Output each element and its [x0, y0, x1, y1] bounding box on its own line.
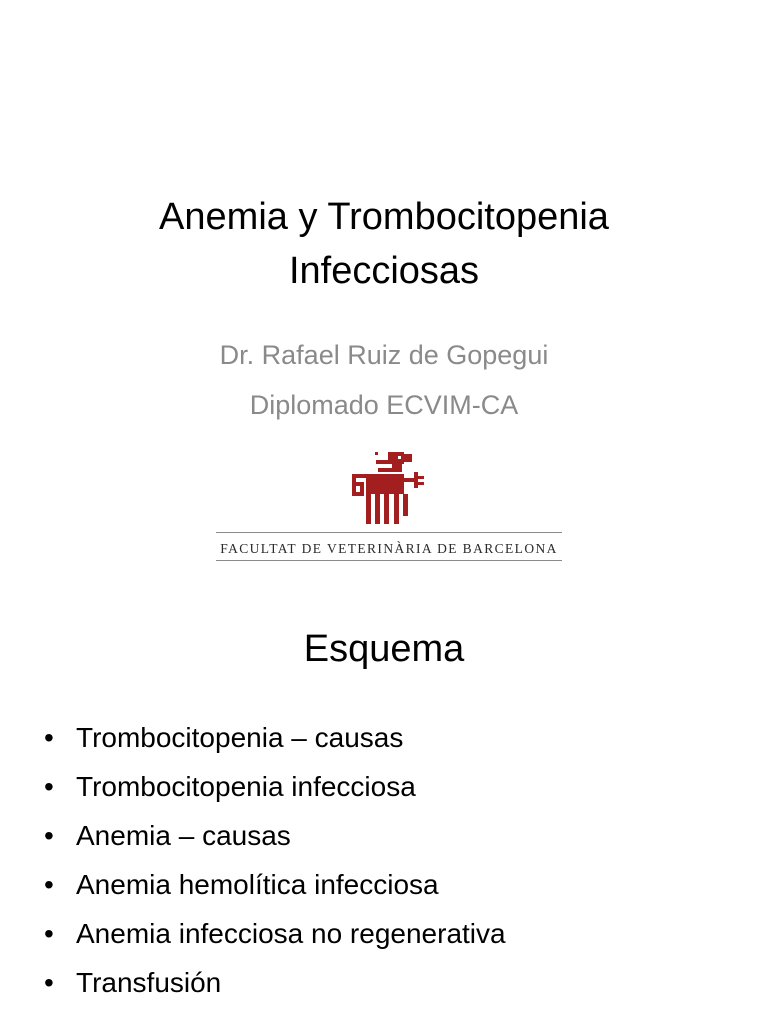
bullet-icon: • — [44, 967, 54, 998]
list-item-text: Anemia – causas — [76, 820, 291, 851]
list-item-text: Anemia infecciosa no regenerativa — [76, 918, 506, 949]
title-line-1: Anemia y Trombocitopenia — [159, 196, 609, 238]
author-credential: Diplomado ECVIM-CA — [249, 390, 519, 420]
bullet-icon: • — [44, 722, 54, 753]
list-item — [40, 958, 506, 1007]
logo-divider-bottom — [216, 560, 562, 561]
title-line-2: Infecciosas — [288, 250, 480, 292]
outline-slide — [0, 600, 768, 1024]
list-item-text: Trombocitopenia – causas — [76, 722, 404, 753]
list-item-text: Transfusión — [76, 967, 222, 998]
list-item-text: Anemia hemolítica infecciosa — [76, 869, 439, 900]
bullet-icon: • — [44, 820, 54, 851]
list-item — [40, 909, 506, 958]
list-item — [40, 811, 506, 860]
logo-divider-top — [216, 532, 562, 533]
bullet-icon: • — [44, 869, 54, 900]
bullet-icon: • — [44, 771, 54, 802]
bullet-icon: • — [44, 918, 54, 949]
slide-title — [0, 190, 768, 298]
outline-list — [40, 713, 506, 1007]
list-item — [40, 860, 506, 909]
outline-title: Esquema — [303, 628, 465, 670]
faculty-logo — [210, 444, 568, 568]
faculty-emblem-icon — [210, 444, 568, 536]
logo-text: FACULTAT DE VETERINÀRIA DE BARCELONA — [220, 541, 558, 556]
list-item — [40, 762, 506, 811]
list-item-text: Trombocitopenia infecciosa — [76, 771, 416, 802]
slide-subtitle — [0, 330, 768, 430]
author-name: Dr. Rafael Ruiz de Gopegui — [219, 340, 549, 370]
list-item — [40, 713, 506, 762]
